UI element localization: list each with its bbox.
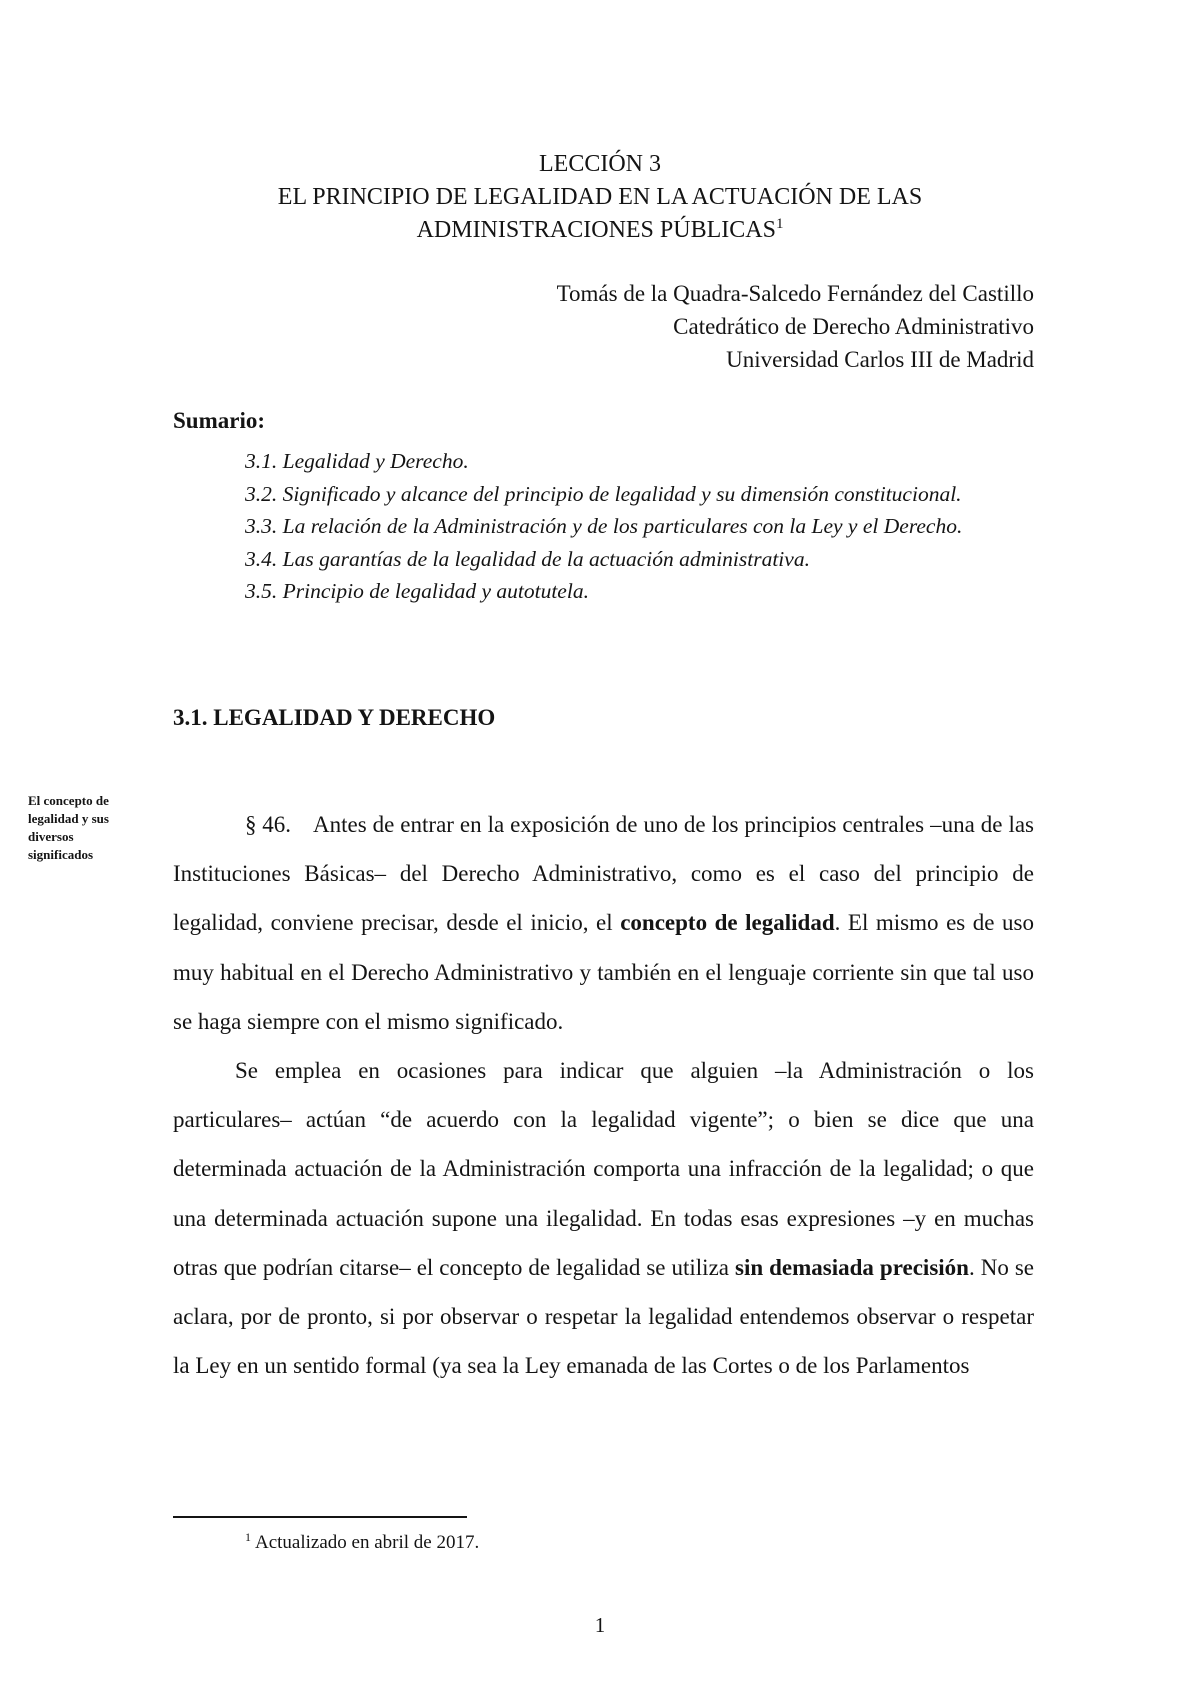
paragraph-2-text-a: Se emplea en ocasiones para indicar que alguien –la Administración o los particulares– actúan “de acuerdo con la legalidad vigente”; o bien se dice que una determinada actuación de la Administración comporta una infracción de la legalidad; o que una determinada actuación supone una ilegalidad. En todas esas expresiones –y en muchas otras que podrían citarse– el concepto de legalidad se utiliza [173, 1058, 1034, 1280]
paragraph-2-bold: sin demasiada precisión [735, 1254, 969, 1280]
lesson-title-block [0, 148, 1200, 247]
footnote-mark: 1 [245, 1530, 251, 1544]
sumario-item: 3.2. Significado y alcance del principio de legalidad y su dimensión constitucional. [245, 481, 962, 506]
sumario-item: 3.4. Las garantías de la legalidad de la actuación administrativa. [245, 546, 810, 571]
paragraph-2 [173, 1046, 1034, 1390]
sumario-item: 3.3. La relación de la Administración y de los particulares con la Ley y el Derecho. [245, 514, 963, 538]
author-name: Tomás de la Quadra-Salcedo Fernández del Castillo [556, 281, 1034, 306]
author-institution: Universidad Carlos III de Madrid [726, 347, 1034, 372]
paragraph-1-bold: concepto de legalidad [620, 910, 835, 936]
lesson-title-line-2-text: ADMINISTRACIONES PÚBLICAS [416, 217, 776, 243]
lesson-title-line-1: EL PRINCIPIO DE LEGALIDAD EN LA ACTUACIÓN DE LAS [277, 184, 923, 210]
title-footnote-mark: 1 [775, 216, 784, 232]
margin-note: El concepto de legalidad y sus diversos significados [28, 793, 109, 862]
paragraph-number: § 46. [245, 812, 291, 837]
footnote [245, 1530, 479, 1554]
author-position: Catedrático de Derecho Administrativo [673, 314, 1034, 339]
body-text [173, 800, 1034, 1390]
sumario-item: 3.1. Legalidad y Derecho. [245, 449, 469, 473]
paragraph-2-text-b: . No se aclara, por de pronto, si por observar o respetar la legalidad entendemos observar o respetar la Ley en un sentido formal (ya sea la Ley emanada de las Cortes o de los Parlamentos [173, 1254, 1034, 1379]
sumario-item: 3.5. Principio de legalidad y autotutela. [245, 579, 589, 603]
lesson-title-line-2 [0, 214, 1200, 247]
page-number: 1 [594, 1613, 606, 1637]
footnote-separator [173, 1516, 467, 1518]
sumario-list [245, 445, 962, 608]
footnote-text: Actualizado en abril de 2017. [255, 1532, 480, 1553]
sumario-title: Sumario: [173, 408, 265, 433]
author-block [557, 277, 1034, 376]
paragraph-1-text-a: Antes de entrar en la exposición de uno de los principios centrales –una de las Instituciones Básicas– del Derecho Administrativo, como es el caso del principio de legalidad, conviene precisar, desde el inicio, el [173, 812, 1034, 936]
section-heading: 3.1. LEGALIDAD Y DERECHO [173, 705, 496, 730]
lesson-number: LECCIÓN 3 [539, 151, 661, 177]
paragraph-1-text-b: . El mismo es de uso muy habitual en el Derecho Administrativo y también en el lenguaje corriente sin que tal uso se haga siempre con el mismo significado. [173, 910, 1034, 1034]
paragraph-1 [173, 800, 1034, 1046]
